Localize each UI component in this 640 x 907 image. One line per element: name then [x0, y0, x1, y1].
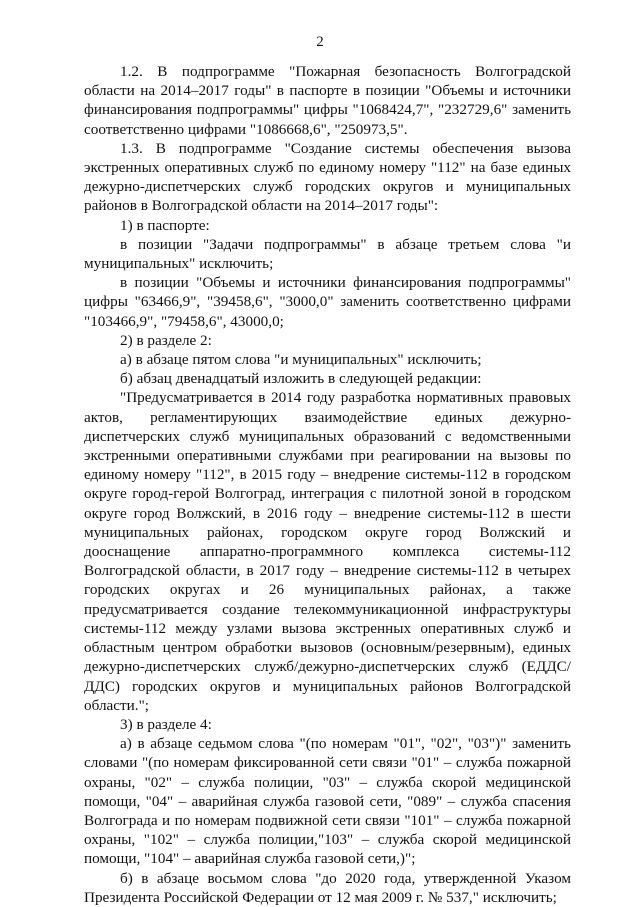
paragraph-volumes: в позиции "Объемы и источники финансирования подпрограммы" цифры "63466,9", "39458,6", "3000,0" заменить соответственно цифрами "103466,9", "79458,6", 43000,0;	[84, 274, 571, 330]
paragraph-1-2: 1.2. В подпрограмме "Пожарная безопасность Волгоградской области на 2014–2017 годы" в паспорте в позиции "Объемы и источники финансирования подпрограммы" цифры "1068424,7", "232729,6" заменить соответственно цифрами "1086668,6", "250973,5".	[84, 63, 571, 138]
paragraph-section-2: 2) в разделе 2:	[120, 331, 212, 349]
paragraph-section-4: 3) в разделе 4:	[120, 715, 212, 733]
page-number: 2	[316, 34, 324, 50]
paragraph-section-4-a: а) в абзаце седьмом слова "(по номерам "01", "02", "03")" заменить словами "(по номерам фиксированной сети связи "01" – служба пожарной охраны, "02" – служба полиции, "03" – служба скорой медицинской помощи, "04" – аварийная служба газовой сети, "089" – служба спасения Волгограда и по номерам подвижной сети связи "101" – служба пожарной охраны, "102" – служба полиции,"103" – служба скорой медицинской помощи, "104" – аварийная служба газовой сети,)";	[84, 735, 571, 868]
paragraph-tasks: в позиции "Задачи подпрограммы" в абзаце третьем слова "и муниципальных" исключить;	[84, 235, 571, 273]
paragraph-section-4-b: б) в абзаце восьмом слова "до 2020 года, утвержденной Указом Президента Российской Федерации от 12 мая 2009 г. № 537," исключить;	[84, 869, 571, 906]
document-body	[84, 62, 571, 907]
paragraph-section-2-a: а) в абзаце пятом слова "и муниципальных" исключить;	[120, 351, 482, 369]
paragraph-section-2-b: б) абзац двенадцатый изложить в следующей редакции:	[120, 370, 482, 388]
paragraph-1-3: 1.3. В подпрограмме "Создание системы обеспечения вызова экстренных оперативных служб по единому номеру "112" на базе единых дежурно-диспетчерских служб городских округов и муниципальных районов в Волгоградской области на 2014–2017 годы":	[84, 139, 571, 215]
paragraph-quoted-text: "Предусматривается в 2014 году разработка нормативных правовых актов, регламентирующих взаимодействие единых дежурно-диспетчерских служб муниципальных образований с ведомственными экстренными оперативными службами при реагировании на вызовы по единому номеру "112", в 2015 году – внедрение системы-112 в городском округе город-герой Волгоград, интеграция с пилотной зоной в городском округе город Волжский, в 2016 году – внедрение системы-112 в шести муниципальных районах, городском округе город Волжский и дооснащение аппаратно-программного комплекса системы-112 Волгоградской области, в 2017 году – внедрение системы-112 в четырех городских округах и 26 муниципальных районах, а также предусматривается создание телекоммуникационной инфраструктуры системы-112 между узлами вызова экстренных оперативных служб и областным центром обработки вызовов (основным/резервным), единых дежурно-диспетчерских служб/дежурно-диспетчерских служб (ЕДДС/ДДС) городских округов и муниципальных районов Волгоградской области.";	[84, 389, 571, 714]
paragraph-passport: 1) в паспорте:	[120, 216, 210, 234]
